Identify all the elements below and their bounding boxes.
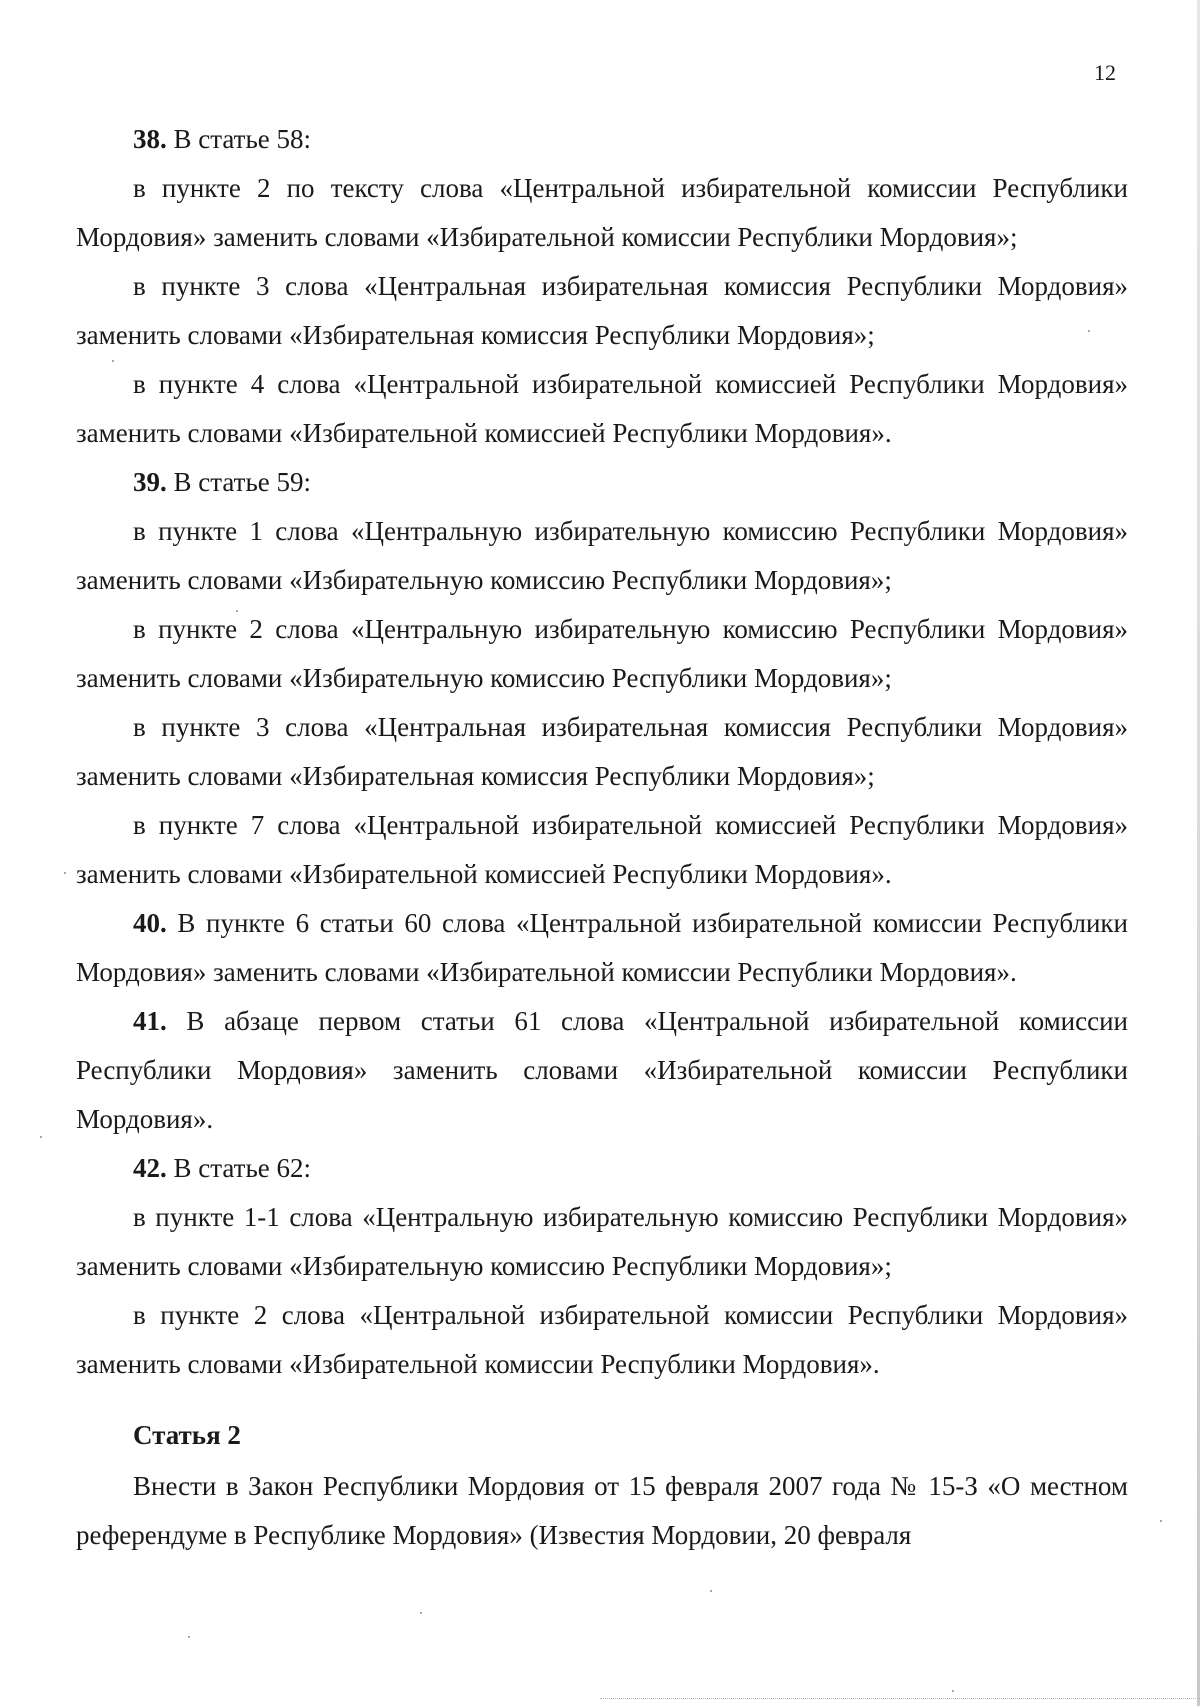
paragraph-41 [76, 997, 1128, 1144]
paragraph-text: В статье 62: [166, 1153, 312, 1183]
scan-speck [40, 1136, 42, 1138]
paragraph-38-2 [76, 262, 1128, 360]
scan-speck [1160, 1520, 1162, 1522]
paragraph-42 [76, 1144, 1128, 1193]
paragraph-text: в пункте 1 слова «Центральную избирательную комиссию Республики Мордовия» заменить словами «Избирательную комиссию Республики Мордовия»; [76, 516, 1128, 595]
scan-speck [112, 360, 114, 362]
paragraph-39-3 [76, 703, 1128, 801]
scan-speck [236, 610, 238, 612]
scan-speck [952, 1690, 954, 1692]
paragraph-text: в пункте 2 слова «Центральной избирательной комиссии Республики Мордовия» заменить словами «Избирательной комиссии Республики Мордовия». [76, 1300, 1128, 1379]
paragraph-40 [76, 899, 1128, 997]
scan-speck [710, 1590, 712, 1592]
scan-speck [1088, 330, 1090, 332]
page-number: 12 [1094, 60, 1116, 85]
paragraph-39-1 [76, 507, 1128, 605]
paragraph-38-3 [76, 360, 1128, 458]
paragraph-38-1 [76, 164, 1128, 262]
article-heading: Статья 2 [133, 1420, 241, 1450]
paragraph-39 [76, 458, 1128, 507]
paragraph-text: в пункте 1-1 слова «Центральную избирательную комиссию Республики Мордовия» заменить словами «Избирательную комиссию Республики Мордовия»; [76, 1202, 1128, 1281]
paragraph-42-1 [76, 1193, 1128, 1291]
paragraph-39-7 [76, 801, 1128, 899]
paragraph-42-2 [76, 1291, 1128, 1389]
paragraph-text: в пункте 3 слова «Центральная избирательная комиссия Республики Мордовия» заменить словами «Избирательная комиссия Республики Мордовия»; [76, 271, 1128, 350]
document-body [76, 115, 1128, 1560]
paragraph-text: в пункте 4 слова «Центральной избирательной комиссией Республики Мордовия» заменить словами «Избирательной комиссией Республики Мордовия». [76, 369, 1128, 448]
item-number: 42. [133, 1153, 167, 1183]
item-number: 38. [133, 124, 167, 154]
paragraph-text: В статье 59: [166, 467, 312, 497]
paragraph-text: В абзаце первом статьи 61 слова «Центральной избирательной комиссии Республики Мордовия» заменить словами «Избирательной комиссии Республики Мордовия». [76, 1006, 1128, 1134]
paragraph-39-2 [76, 605, 1128, 703]
scan-speck [420, 1612, 422, 1614]
paragraph-text: В пункте 6 статьи 60 слова «Центральной избирательной комиссии Республики Мордовия» заменить словами «Избирательной комиссии Республики Мордовия». [76, 908, 1128, 987]
paragraph-text: в пункте 2 по тексту слова «Центральной избирательной комиссии Республики Мордовия» заменить словами «Избирательной комиссии Республики Мордовия»; [76, 173, 1128, 252]
scan-bottom-edge [600, 1698, 1200, 1700]
final-paragraph: Внести в Закон Республики Мордовия от 15 февраля 2007 года № 15-З «О местном референдуме в Республике Мордовия» (Известия Мордовии, 20 февраля [76, 1471, 1128, 1550]
paragraph-text: в пункте 3 слова «Центральная избирательная комиссия Республики Мордовия» заменить словами «Избирательная комиссия Республики Мордовия»; [76, 712, 1128, 791]
item-number: 40. [133, 908, 167, 938]
paragraph-38 [76, 115, 1128, 164]
item-number: 41. [133, 1006, 167, 1036]
paragraph-text: в пункте 7 слова «Центральной избирательной комиссией Республики Мордовия» заменить словами «Избирательной комиссией Республики Мордовия». [76, 810, 1128, 889]
scan-speck [64, 872, 66, 874]
paragraph-text: в пункте 2 слова «Центральную избирательную комиссию Республики Мордовия» заменить словами «Избирательную комиссию Республики Мордовия»; [76, 614, 1128, 693]
item-number: 39. [133, 467, 167, 497]
paragraph-text: В статье 58: [166, 124, 312, 154]
scan-speck [188, 1636, 190, 1638]
